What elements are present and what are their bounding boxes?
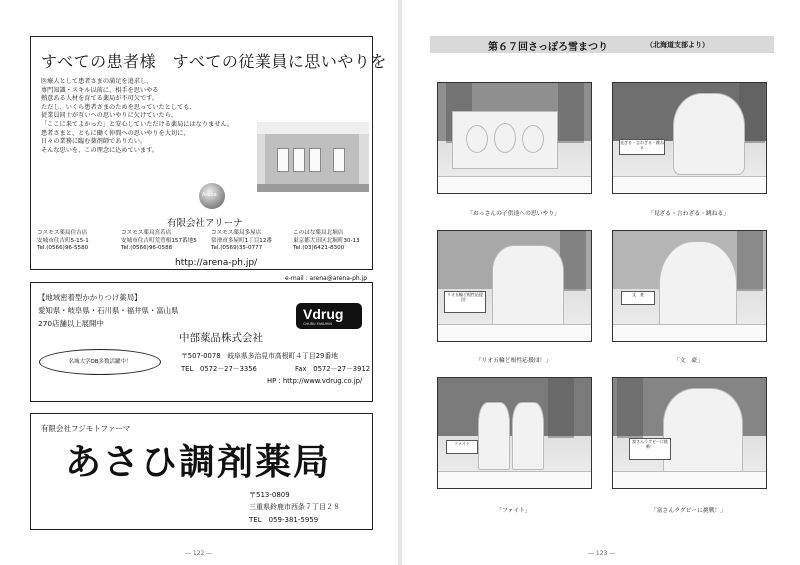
asahi-address: 三重県鈴鹿市西条７丁目２８ — [249, 503, 340, 511]
snow-sculpture-photo — [612, 377, 767, 489]
asahi-tel: TEL 059-381-5959 — [249, 516, 319, 524]
sculpture-sign: 文 豪 — [621, 291, 655, 305]
asahi-zip: 〒513-0809 — [249, 491, 290, 499]
snow-sculpture-photo — [437, 82, 592, 194]
snow-sculpture-photo — [437, 377, 592, 489]
page-number: ― 123 ― — [588, 550, 616, 557]
arena-company-name: 有限会社アリーナ — [167, 218, 243, 229]
chubu-ad — [30, 282, 373, 402]
sculpture-sign: ファイト — [446, 440, 478, 454]
chubu-tel: TEL 0572－27－3356 — [181, 365, 257, 373]
photo-caption: 「見ざる・言わざる・跳ねる」 — [647, 211, 730, 217]
meijo-ob-bubble: 名城大学OB多数活躍中！ — [39, 349, 161, 375]
right-page — [402, 0, 800, 565]
sculpture-sign: 富さんラグビーに挑戦！ — [629, 438, 671, 460]
page-number: ― 122 ― — [185, 550, 213, 557]
page-title: 第６７回さっぽろ雪まつり — [488, 42, 608, 53]
snow-sculpture-photo — [612, 230, 767, 342]
chubu-fax: Fax 0572－27－3912 — [295, 365, 371, 373]
vdrug-logo: Vdrug CHUBU YAKUHIN — [296, 303, 362, 329]
pharmacy-building-photo — [257, 122, 369, 192]
chubu-company-name: 中部薬品株式会社 — [179, 332, 263, 344]
asahi-pharmacy-name: あさひ調剤薬局 — [65, 442, 332, 483]
arena-logo-icon: Arena — [199, 183, 225, 209]
snow-sculpture-photo — [437, 230, 592, 342]
asahi-company: 有限会社フジモトファーマ — [41, 424, 131, 433]
chubu-homepage: HP : http://www.vdrug.co.jp/ — [267, 377, 363, 385]
arena-branch: このはな薬局北堀店 東京都大田区北堀町30-13 Tel.(03)6421-8300 — [293, 230, 360, 252]
snow-sculpture-photo — [612, 82, 767, 194]
page-subtitle: （北海道支部より） — [646, 41, 709, 49]
left-page — [0, 0, 398, 565]
arena-headline: すべての患者様 すべての従業員に思いやりを — [41, 52, 387, 71]
arena-branch: コスモス薬局多屋店 常滑市多屋町1丁目12番 Tel.(0569)35-0777 — [211, 230, 273, 252]
sculpture-sign: 見ざる・言わざる・跳ねる — [619, 139, 665, 155]
photo-caption: 「富さんラグビーに挑戦！」 — [650, 508, 727, 514]
chubu-address: 〒507-0078 岐阜県多治見市高根町４丁目29番地 — [181, 352, 338, 360]
arena-ad — [30, 36, 387, 282]
photo-caption: 「文 豪」 — [674, 358, 703, 364]
arena-body-text: 医療人として患者さまの満足を追求し、 専門知識・スキル以前に、相手を思いやる 熱意ある人材を育てる薬局が不可欠です。 ただし、いくら患者さまのためを思っていたとしても、 従業員同士が互いへの思いやりに欠けていたら、 「ここに来てよかった」と安心していただける薬局にはなりません。 患者さまと、ともに働く仲間への思いやりを大切に、 日々の業務に臨む薬剤師でありたい。 そんな思いを、この理念に込めています。 — [41, 78, 234, 154]
arena-url: http://arena-ph.jp/ — [175, 258, 258, 268]
arena-branch: コスモス薬局宮若店 安城市住吉町荒曽根157番地5 Tel.(0566)96-0588 — [121, 230, 197, 252]
section-title-bar — [430, 36, 774, 53]
photo-caption: 「おっさんの子供達への思いやり」 — [467, 211, 560, 217]
asahi-ad — [30, 413, 373, 530]
sculpture-sign: リオ五輪ど根性応援団！ — [444, 291, 486, 313]
photo-caption: 「ファイト」 — [496, 508, 531, 514]
arena-branch: コスモス薬局住吉店 安城市住吉町5-15-1 Tel.(0566)96-5580 — [37, 230, 89, 252]
arena-email: e-mail : arena@arena-ph.jp — [285, 275, 368, 282]
chubu-tagline: 【地域密着型かかりつけ薬局】 愛知県・岐阜県・石川県・福井県・富山県 270店舗以上展開中 — [38, 293, 179, 328]
photo-caption: 「リオ五輪ど根性応援団！」 — [475, 358, 552, 364]
